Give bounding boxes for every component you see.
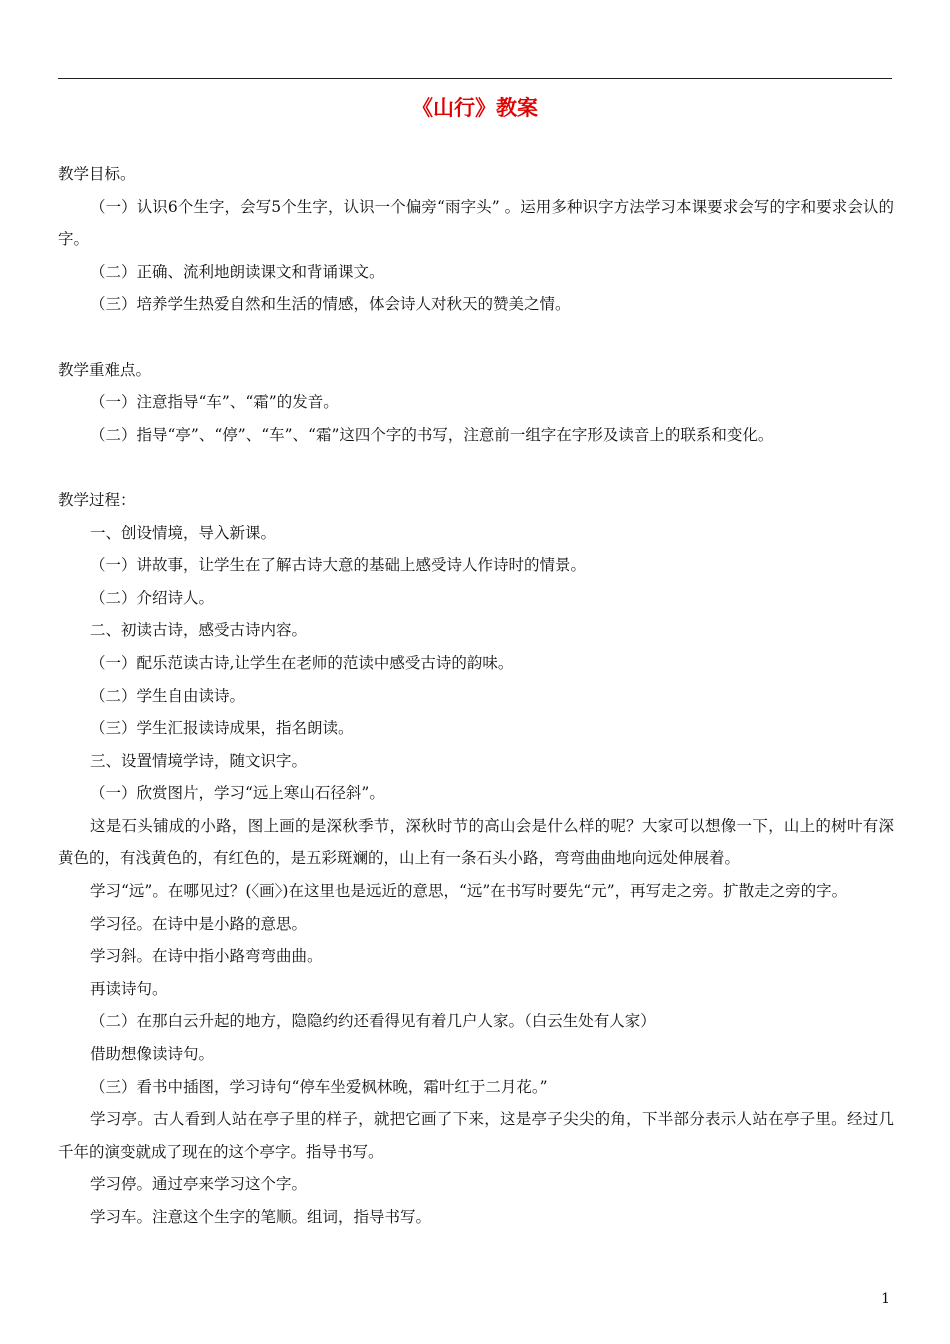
process-step: （三）学生汇报读诗成果，指名朗读。 xyxy=(90,719,354,738)
process-paragraph: 这是石头铺成的小路，图上画的是深秋季节，深秋时节的高山会是什么样的呢？大家可以想像一下，山上的树叶有深黄色的，有浅黄色的，有红色的，是五彩斑斓的，山上有一条石头小路，弯弯曲曲地向远处伸展着。 xyxy=(58,816,894,868)
document-title: 《山行》教案 xyxy=(412,95,538,120)
goal-item: （一）认识6个生字，会写5个生字，认识一个偏旁“雨字头” 。运用多种识字方法学习本课要求会写的字和要求会认的字。 xyxy=(58,197,894,249)
process-step: 学习停。通过亭来学习这个字。 xyxy=(90,1175,308,1194)
section-gap xyxy=(58,321,894,354)
difficulty-item: （一）注意指导“车”、“霜”的发音。 xyxy=(90,393,339,412)
process-step: （一）配乐范读古诗,让学生在老师的范读中感受古诗的韵味。 xyxy=(90,653,514,672)
header-rule xyxy=(58,78,892,79)
process-paragraph: 学习“远”。在哪见过？(〈画〉)在这里也是远近的意思，“远”在书写时要先“元”，再写走之旁。扩散走之旁的字。 xyxy=(90,882,848,901)
difficulties-heading: 教学重难点。 xyxy=(58,360,152,379)
goal-item: （二）正确、流利地朗读课文和背诵课文。 xyxy=(90,262,385,281)
section-gap xyxy=(58,451,894,484)
process-step: 再读诗句。 xyxy=(90,979,168,998)
process-step: （二）在那白云升起的地方，隐隐约约还看得见有着几户人家。（白云生处有人家） xyxy=(90,1012,656,1031)
document-body xyxy=(58,158,894,1234)
process-step: 学习径。在诗中是小路的意思。 xyxy=(90,914,308,933)
process-paragraph: 学习亭。古人看到人站在亭子里的样子，就把它画了下来，这是亭子尖尖的角，下半部分表示人站在亭子里。经过几千年的演变就成了现在的这个亭字。指导书写。 xyxy=(58,1110,894,1161)
process-step: （一）欣赏图片，学习“远上寒山石径斜”。 xyxy=(90,784,385,803)
process-step: （三）看书中插图，学习诗句“停车坐爱枫林晚，霜叶红于二月花。” xyxy=(90,1077,548,1096)
page-number: 1 xyxy=(881,1291,890,1307)
process-step: （一）讲故事，让学生在了解古诗大意的基础上感受诗人作诗时的情景。 xyxy=(90,556,587,575)
process-step: 学习车。注意这个生字的笔顺。组词，指导书写。 xyxy=(90,1208,432,1226)
process-step: 二、初读古诗，感受古诗内容。 xyxy=(90,621,308,640)
process-step: （二）学生自由读诗。 xyxy=(90,686,246,705)
process-step: 学习斜。在诗中指小路弯弯曲曲。 xyxy=(90,947,323,966)
process-heading: 教学过程： xyxy=(58,490,136,509)
goals-heading: 教学目标。 xyxy=(58,165,136,183)
process-step: 三、设置情境学诗，随文识字。 xyxy=(90,751,308,770)
process-step: 一、创设情境，导入新课。 xyxy=(90,523,277,542)
goal-item: （三）培养学生热爱自然和生活的情感，体会诗人对秋天的赞美之情。 xyxy=(90,295,571,314)
difficulty-item: （二）指导“亭”、“停”、“车”、“霜”这四个字的书写，注意前一组字在字形及读音上的联系和变化。 xyxy=(90,425,774,444)
process-step: 借助想像读诗句。 xyxy=(90,1045,215,1064)
process-step: （二）介绍诗人。 xyxy=(90,588,215,607)
